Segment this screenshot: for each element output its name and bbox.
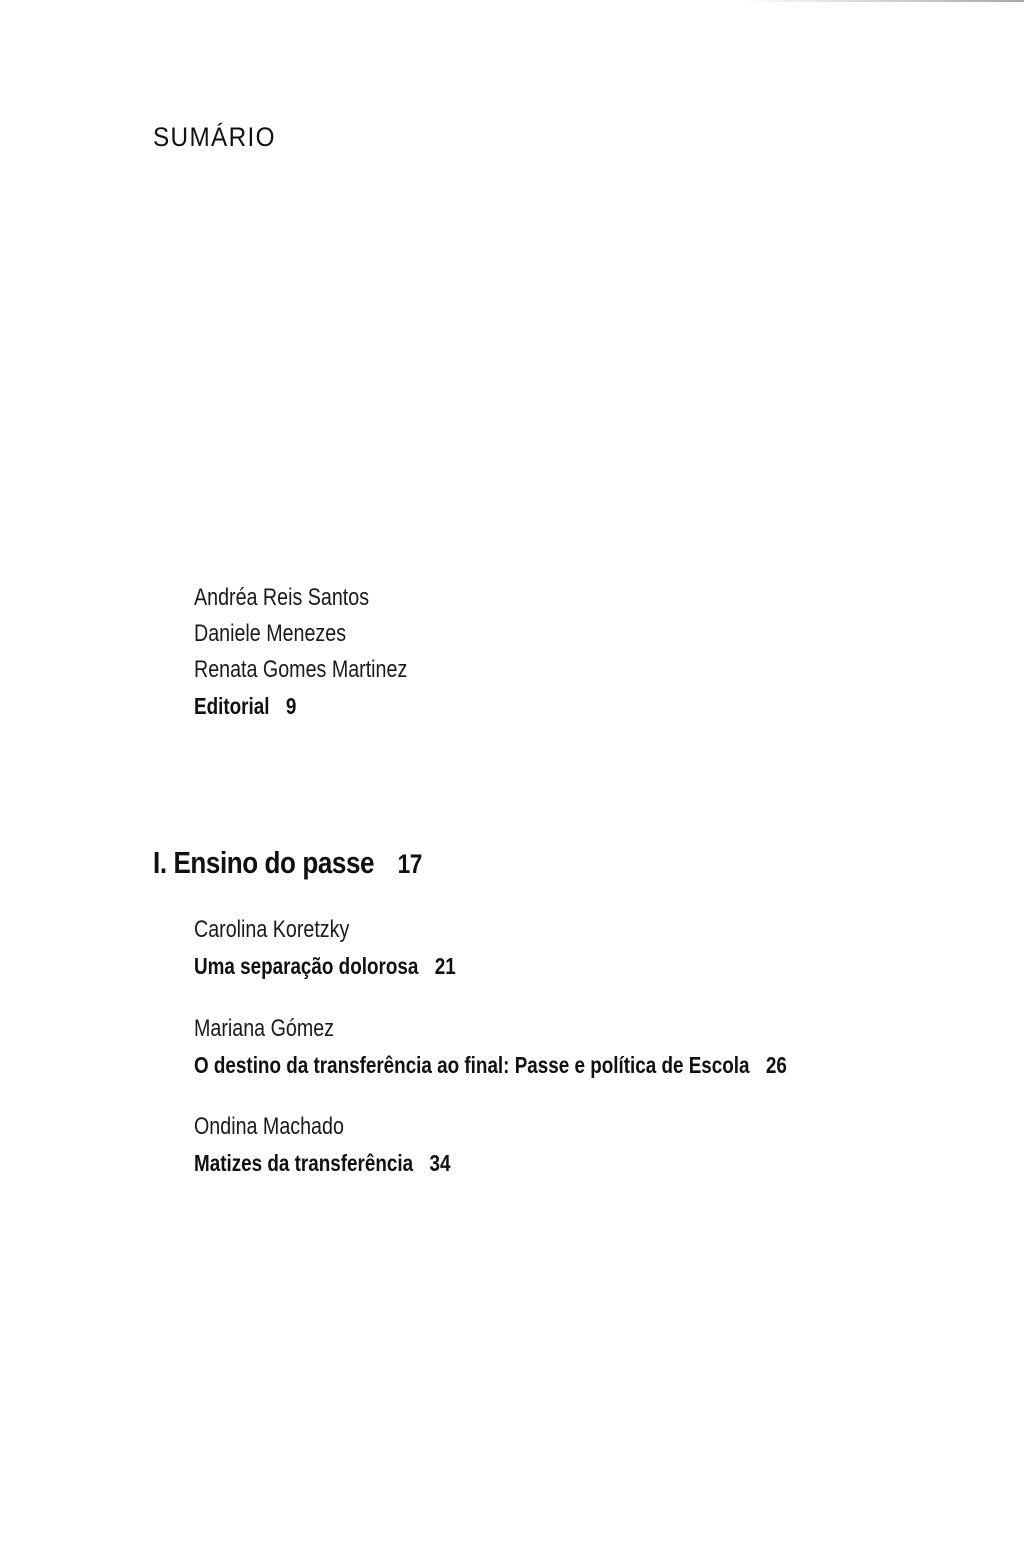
section-title: I. Ensino do passe (153, 845, 375, 880)
toc-entry-2 (194, 1011, 917, 1083)
editorial-entry (194, 580, 454, 724)
section-page-number: 17 (397, 849, 422, 879)
entry-title: O destino da transferência ao final: Passe e política de Escola (194, 1052, 750, 1078)
editorial-author-1: Andréa Reis Santos (194, 584, 370, 611)
toc-entry-1 (194, 912, 513, 984)
entry-author: Ondina Machado (194, 1113, 344, 1140)
editorial-title-line (194, 688, 407, 724)
entry-title-line (194, 1047, 787, 1083)
entry-page-number: 26 (765, 1052, 787, 1078)
entry-author: Mariana Gómez (194, 1015, 335, 1042)
toc-entry-3 (194, 1109, 507, 1181)
entry-title: Matizes da transferência (194, 1150, 414, 1176)
editorial-author-3: Renata Gomes Martinez (194, 656, 408, 683)
scan-edge (740, 0, 1024, 2)
entry-title-line (194, 948, 456, 984)
entry-author: Carolina Koretzky (194, 916, 350, 943)
entry-page-number: 21 (434, 953, 456, 979)
entry-title: Uma separação dolorosa (194, 953, 419, 979)
section-heading (153, 845, 422, 881)
page-title: SUMÁRIO (153, 122, 276, 152)
editorial-author-2: Daniele Menezes (194, 620, 347, 647)
editorial-page-number: 9 (285, 693, 297, 719)
editorial-title: Editorial (194, 693, 270, 719)
entry-page-number: 34 (429, 1150, 451, 1176)
entry-title-line (194, 1145, 450, 1181)
